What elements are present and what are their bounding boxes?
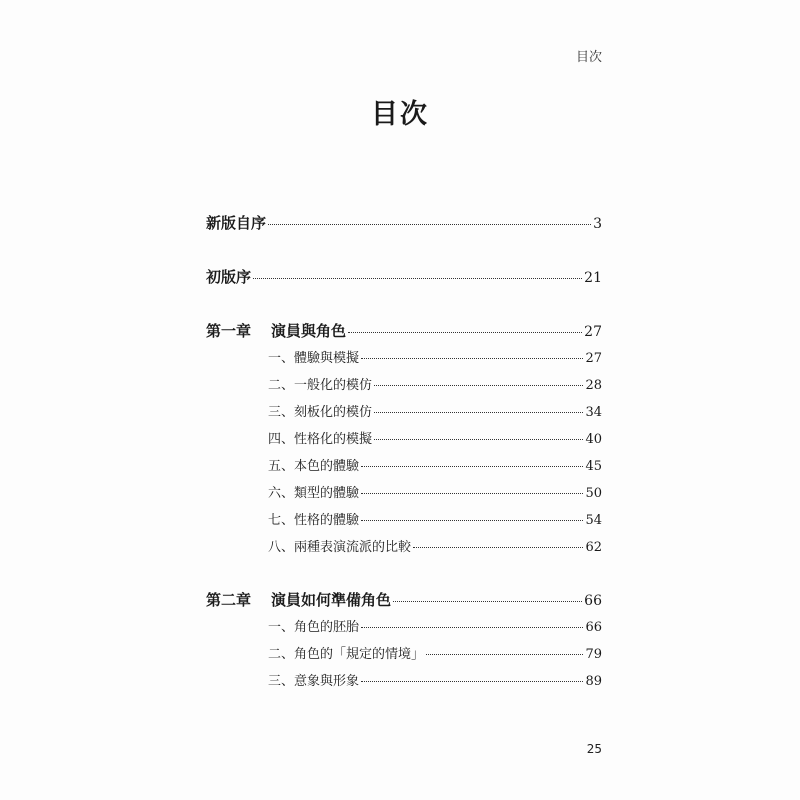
- page-number: 27: [584, 324, 602, 340]
- dot-leader: [361, 627, 583, 628]
- toc-entry-preface-new[interactable]: [206, 212, 602, 233]
- entry-label: 演員與角色: [271, 322, 347, 340]
- dot-leader: [361, 493, 583, 494]
- dot-leader: [268, 224, 591, 225]
- toc-section[interactable]: [268, 455, 602, 474]
- dot-leader: [361, 520, 583, 521]
- dot-leader: [374, 385, 583, 386]
- section-label: 八、兩種表演流派的比較: [268, 540, 412, 555]
- entry-label: 初版序: [206, 268, 252, 286]
- page-number: 45: [585, 459, 602, 474]
- page-number: 27: [585, 351, 602, 366]
- section-label: 五、本色的體驗: [268, 459, 360, 474]
- toc-section[interactable]: [268, 643, 602, 662]
- toc-section[interactable]: [268, 401, 602, 420]
- dot-leader: [361, 358, 583, 359]
- section-label: 四、性格化的模擬: [268, 432, 373, 447]
- section-label: 一、角色的胚胎: [268, 620, 360, 635]
- toc-section[interactable]: [268, 482, 602, 501]
- toc-section[interactable]: [268, 670, 602, 689]
- dot-leader: [426, 654, 583, 655]
- page-number: 66: [584, 593, 602, 609]
- dot-leader: [253, 278, 582, 279]
- page-number: 3: [593, 216, 602, 232]
- section-label: 一、體驗與模擬: [268, 351, 360, 366]
- page-number: 34: [585, 405, 602, 420]
- toc-section[interactable]: [268, 509, 602, 528]
- toc-entry-preface-first[interactable]: [206, 266, 602, 287]
- page-number: 89: [585, 674, 602, 689]
- section-label: 三、意象與形象: [268, 674, 360, 689]
- toc-entry-chapter-2[interactable]: [206, 589, 602, 610]
- dot-leader: [374, 439, 583, 440]
- toc-section[interactable]: [268, 347, 602, 366]
- page-number: 54: [585, 513, 602, 528]
- toc-entry-chapter-1[interactable]: [206, 320, 602, 341]
- section-label: 六、類型的體驗: [268, 486, 360, 501]
- dot-leader: [413, 547, 583, 548]
- page-number: 21: [584, 270, 602, 286]
- page-number: 50: [585, 486, 602, 501]
- section-label: 二、一般化的模仿: [268, 378, 373, 393]
- section-label: 三、刻板化的模仿: [268, 405, 373, 420]
- dot-leader: [361, 681, 583, 682]
- page-number: 66: [585, 620, 602, 635]
- chapter-number: 第二章: [206, 591, 252, 609]
- page-number: 28: [585, 378, 602, 393]
- page-number: 62: [585, 540, 602, 555]
- dot-leader: [361, 466, 583, 467]
- section-label: 二、角色的「規定的情境」: [268, 647, 425, 662]
- dot-leader: [393, 601, 582, 602]
- entry-label: 演員如何準備角色: [271, 591, 392, 609]
- section-label: 七、性格的體驗: [268, 513, 360, 528]
- toc-section[interactable]: [268, 428, 602, 447]
- toc-section[interactable]: [268, 536, 602, 555]
- chapter-number: 第一章: [206, 322, 252, 340]
- page-title: 目次: [371, 99, 429, 130]
- dot-leader: [374, 412, 583, 413]
- running-head: 目次: [575, 50, 602, 65]
- toc-section[interactable]: [268, 616, 602, 635]
- page-number: 40: [585, 432, 602, 447]
- dot-leader: [348, 332, 582, 333]
- entry-label: 新版自序: [206, 214, 267, 232]
- page-number: 79: [585, 647, 602, 662]
- toc-section[interactable]: [268, 374, 602, 393]
- page-folio: 25: [586, 742, 602, 756]
